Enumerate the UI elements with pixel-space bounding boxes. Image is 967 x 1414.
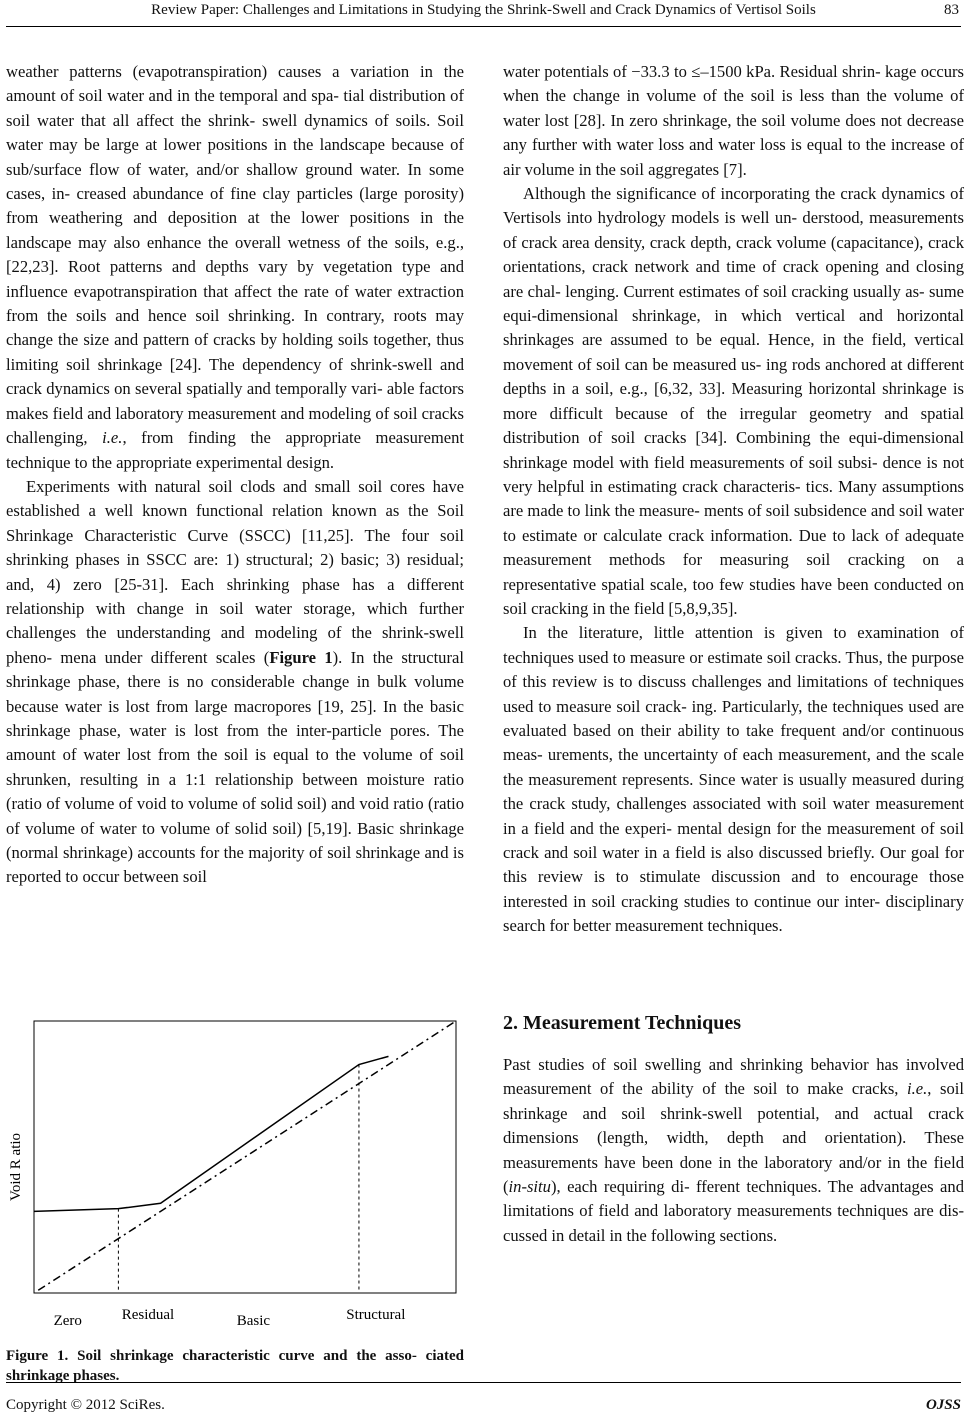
figure-1 bbox=[6, 1012, 468, 1342]
left-column bbox=[6, 60, 464, 890]
section-heading: 2. Measurement Techniques bbox=[503, 1012, 741, 1034]
right-p4-b: , soil shrinkage and soil shrink-swell potential, and actual crack dimensions (length, width, depth and orientation). These measurements have been done in the laboratory and/or in the field ( bbox=[503, 1079, 964, 1197]
running-title: Review Paper: Challenges and Limitations in Studying the Shrink-Swell and Crack Dynamics of Vertisol Soils bbox=[151, 2, 816, 18]
journal-abbrev: OJSS bbox=[925, 1397, 961, 1413]
left-p2-b: ). In the structural shrinkage phase, there is no considerable change in bulk volume because water is lost from large macropores [19, 25]. In the basic shrinkage phase, water is lost from the inter-particle pores. The amount of water lost from the soil is equal to the volume of soil shrunken, resulting in a 1:1 relationship between moisture ratio (ratio of volume of void to volume of solid soil) and void ratio (ratio of volume of water to volume of solid soil) [5,19]. Basic shrinkage (normal shrinkage) accounts for the majority of soil shrinkage and is reported to occur between soil bbox=[6, 647, 464, 887]
phase-label-zero: Zero bbox=[53, 1313, 82, 1329]
left-p2-a: Experiments with natural soil clods and small soil cores have established a well known functional relation known as the Soil Shrinkage Characteristic Curve (SSCC) [11,25]. The four soil shrinking phases in SSCC are: 1) structural; 2) basic; 3) residual; and, 4) zero [25-31]. Each shrinking phase has a different relationship with change in soil water storage, which further challenges the understanding and modeling of the shrink-swell pheno- mena under different scales ( bbox=[6, 476, 464, 667]
right-paragraph-1: water potentials of −33.3 to ≤–1500 kPa. Residual shrin- kage occurs when the change in volume of the soil is less than the volume of water lost [28]. In zero shrinkage, the soil volume does not decrease any further with water loss and water loss is equal to the increase of air volume in the soil aggregates [7]. bbox=[503, 62, 964, 179]
left-p1-text: weather patterns (evapotranspiration) causes a variation in the amount of soil water and in the temporal and spa- tial distribution of soil water that all affect the shrink- swell dynamics of soils. Soil water may be large at lower positions in the landscape because of sub/surface flow of water, and/or shallow ground water. In some cases, in- creased abundance of fine clay particles (large porosity) from weathering and deposition at the lower positions in the landscape may also enhance the overall wetness of the soils, e.g., [22,23]. Root patterns and depths vary by vegetation type and influence evapotranspiration that affect the rate of water extraction from the soils and hence soil shrinking. In contrary, roots may change the size and pattern of cracks by holding soils together, thus limiting soil shrinkage [24]. The dependency of shrink-swell and crack dynamics on several spatially and temporally vari- able factors makes field and laboratory measurement and modeling of soil cracks challenging, bbox=[6, 62, 464, 448]
right-paragraph-4 bbox=[503, 1053, 964, 1248]
right-p4-ie: i.e. bbox=[907, 1079, 928, 1099]
page-number: 83 bbox=[944, 2, 959, 18]
left-paragraph-2 bbox=[6, 475, 464, 890]
phase-label-structural: Structural bbox=[346, 1307, 406, 1323]
y-axis-label: Void R atio bbox=[8, 1132, 24, 1202]
series-line-solid bbox=[34, 1056, 388, 1211]
right-column bbox=[503, 60, 964, 939]
left-p1-end: , from finding the appropriate measurement technique to the appropriate experimental design. bbox=[6, 428, 464, 472]
left-p1-ie: i.e. bbox=[102, 428, 123, 448]
phase-label-basic: Basic bbox=[236, 1313, 271, 1329]
page-footer bbox=[6, 1382, 961, 1413]
header-rule bbox=[6, 26, 961, 27]
right-p4-insitu: in-situ bbox=[508, 1177, 551, 1197]
right-p4-a: Past studies of soil swelling and shrinking behavior has involved measurement of the ability of the soil to make cracks, bbox=[503, 1055, 964, 1099]
left-paragraph-1 bbox=[6, 60, 464, 475]
right-column-section-2 bbox=[503, 1053, 964, 1248]
figure-1-ref: Figure 1 bbox=[269, 647, 333, 667]
right-paragraph-3: In the literature, little attention is given to examination of techniques used to measure or estimate soil cracks. Thus, the purpose of this review is to discuss challenges and limitations of techniques used to measure soil crack- ing. Particularly, the techniques used are evaluated based on their ability to take frequent and/or continuous meas- urements, the uncertainty of each measurement, and the scale the measurement represents. Since water is usually measured during the crack study, challenges associated with soil water measurement in a field and the experi- mental design for the measurement of soil crack and soil water in a field is also discussed briefly. Our goal for this review is to stimulate discussion and to encourage those interested in soil cracking studies to continue our inter- disciplinary search for better measurement techniques. bbox=[503, 623, 964, 936]
copyright: Copyright © 2012 SciRes. bbox=[6, 1397, 165, 1413]
series-line-dash-dot bbox=[38, 1021, 456, 1290]
right-p4-c: ), each requiring di- fferent techniques. The advantages and limitations of field and laboratory measurements techniques are dis- cussed in detail in the following sections. bbox=[503, 1177, 964, 1245]
figure-caption: Figure 1. Soil shrinkage characteristic curve and the asso- ciated shrinkage phases. bbox=[6, 1348, 464, 1384]
right-paragraph-2: Although the significance of incorporating the crack dynamics of Vertisols into hydrology models is well un- derstood, measurements of crack area density, crack depth, crack volume (capacitance), crack orientations, crack network and time of crack opening and closing are chal- lenging. Current estimates of soil cracking usually as- sume equi-dimensional shrinkage, in which vertical and horizontal shrinkages are assumed to be equal. Hence, in the field, vertical movement of soil can be measured us- ing rods anchored at different depths in a soil, e.g., [6,32, 33]. Measuring horizontal shrinkage is more difficult because of the irregular geometry and spatial distribution of soil cracks [34]. Combining the equi-dimensional shrinkage model with field measurements of soil subsi- dence is not very helpful in estimating crack characteris- tics. Many assumptions are made to link the measure- ments of soil subsidence and soil water to estimate or calculate crack information. Due to lack of adequate measurement methods for measuring soil cracking on a representative spatial scale, too few studies have been conducted on soil cracking in the field [5,8,9,35]. bbox=[503, 184, 964, 618]
phase-label-residual: Residual bbox=[121, 1307, 175, 1323]
sscc-chart bbox=[6, 1012, 468, 1342]
page-header bbox=[0, 0, 967, 20]
